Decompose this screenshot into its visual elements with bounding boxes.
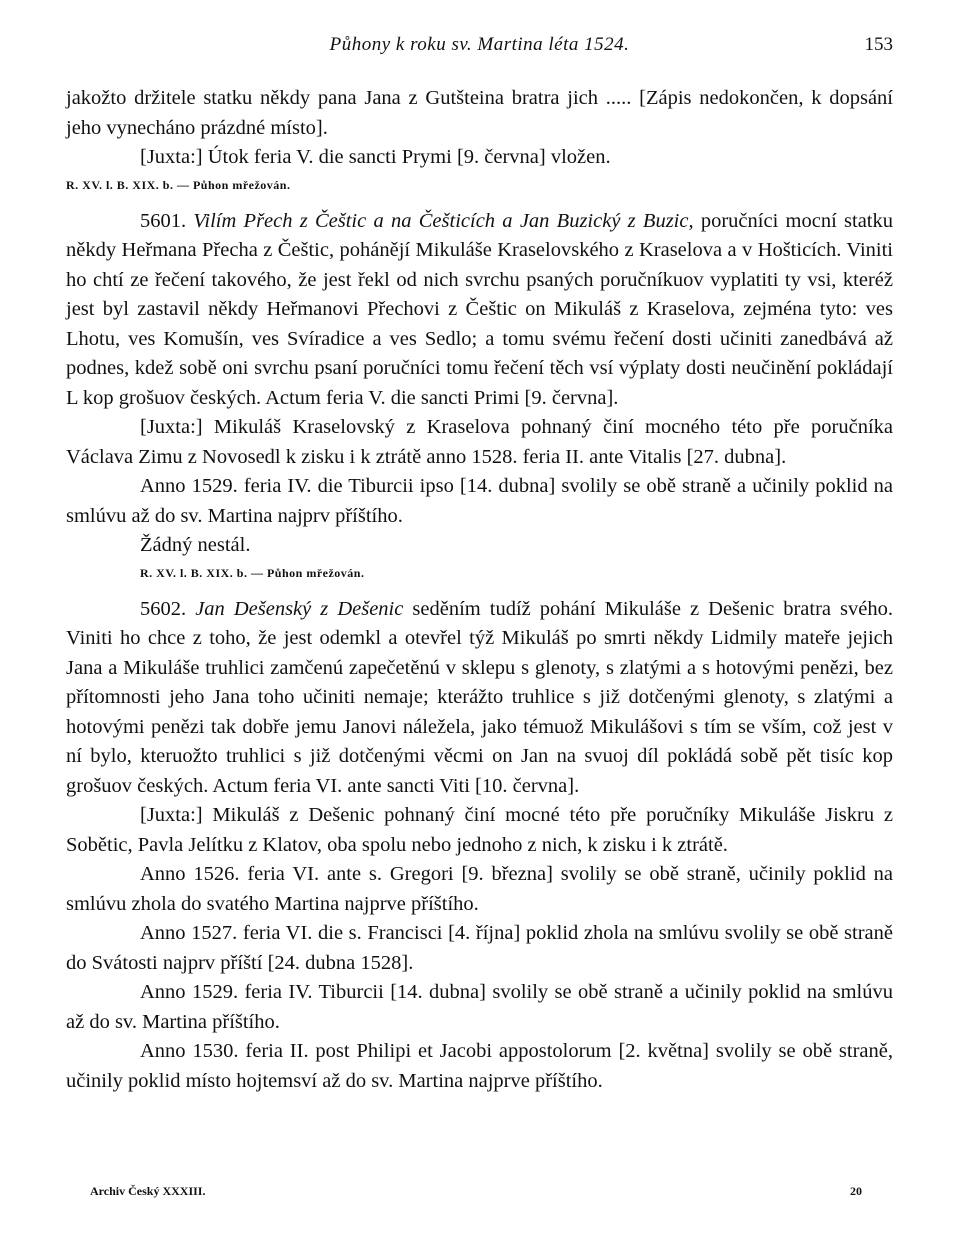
printer-signature: Archiv Český XXXIII. — [90, 1184, 206, 1198]
running-header — [66, 34, 893, 62]
paragraph-annotation: Anno 1527. feria VI. die s. Francisci [4. října] poklid zhola na smlúvu svolily se obě straně do Svátosti najprv příští [24. dubna 1528]. — [66, 922, 893, 974]
running-title: Půhony k roku sv. Martina léta 1524. — [329, 34, 630, 55]
document-body — [66, 84, 893, 1096]
paragraph-annotation: Anno 1530. feria II. post Philipi et Jacobi appostolorum [2. května] svolily se obě straně, učinily poklid místo hojtemsví až do sv. Martina najprve příštího. — [66, 1040, 893, 1092]
paragraph-annotation: Anno 1526. feria VI. ante s. Gregori [9. března] svolily se obě straně, učinily poklid na smlúvu zhola do svatého Martina najprve příštího. — [66, 863, 893, 915]
sheet-number: 20 — [850, 1184, 862, 1198]
paragraph-annotation: Anno 1529. feria IV. Tiburcii [14. dubna] svolily se obě straně a učinily poklid na smlúvu až do sv. Martina příštího. — [66, 981, 893, 1033]
entry-5602 — [66, 595, 893, 802]
paragraph-juxta-note: [Juxta:] Mikuláš z Dešenic pohnaný činí mocné této pře poručníky Mikuláše Jiskru z Sobětic, Pavla Jelítku z Klatov, oba spolu nebo jednoho z nich, k zisku i k ztrátě. — [66, 804, 893, 856]
paragraph-juxta-note: [Juxta:] Útok feria V. die sancti Prymi [9. června] vložen. — [140, 146, 611, 168]
entry-parties: Vilím Přech z Češtic a na Češticích a Jan Buzický z Buzic, — [193, 209, 694, 232]
entry-text: poručníci mocní statku někdy Heřmana Přecha z Češtic, pohánějí Mikuláše Kraselovského z Kraselova a v Hošticích. Viniti ho chtí ze řečení takového, že jest řekl od nich svrchu psaných poručníkuov vyplatiti ty vsi, kteréž jest byl zastavil někdy Heřmanovi Přechovi z Češtic on Mikuláš z Kraselova, zejména tyto: ves Lhotu, ves Komušín, ves Svíradice a ves Sedlo; a tomu svému řečení dosti učiniti zanedbává až podnes, kdež sobě oni svrchu psaní poručníci tomu řečení těch vsí výplaty dosti neučinění pokládají L kop grošuov českých. Actum feria V. die sancti Primi [9. června]. — [66, 209, 894, 409]
paragraph-annotation: Žádný nestál. — [140, 534, 251, 556]
paragraph-juxta-note: [Juxta:] Mikuláš Kraselovský z Kraselova pohnaný činí mocného této pře poručníka Václava Zimu z Novosedl k zisku i k ztrátě anno 1528. feria II. ante Vitalis [27. dubna]. — [66, 416, 893, 468]
entry-number: 5602. — [140, 597, 187, 620]
source-reference: R. XV. l. B. XIX. b. — Půhon mřežován. — [140, 565, 365, 580]
entry-text: seděním tudíž pohání Mikuláše z Dešenic bratra svého. Viniti ho chce z toho, že jest odemkl a otevřel týž Mikuláš po smrti někdy Lidmily mateře jejich Jana a Mikuláše truhlici zamčenú zapečetěnú v sklepu s glenoty, s zlatými a s hotovými penězi, bez přítomnosti jeho Jana toho učiniti nemaje; kterážto truhlice s již dotčenými glenoty, s zlatými a hotovými penězi tak dobře jemu Janovi náležela, jako témuož Mikulášovi s tím se vším, což jest v ní bylo, kteruožto truhlici s již dotčenými věcmi on Jan na svuoj díl pokládá sobě pět tisíc kop grošuov českých. Actum feria VI. ante sancti Viti [10. června]. — [66, 597, 894, 797]
paragraph-continuation: jakožto držitele statku někdy pana Jana z Gutšteina bratra jich ..... [Zápis nedokončen, k dopsání jeho vynecháno prázdné místo]. — [66, 87, 893, 139]
page-number: 153 — [864, 34, 893, 55]
source-reference: R. XV. l. B. XIX. b. — Půhon mřežován. — [66, 177, 291, 192]
entry-parties: Jan Dešenský z Dešenic — [195, 597, 404, 620]
entry-5601 — [66, 207, 893, 414]
page-footer — [90, 1184, 870, 1206]
entry-number: 5601. — [140, 209, 187, 232]
paragraph-annotation: Anno 1529. feria IV. die Tiburcii ipso [14. dubna] svolily se obě straně a učinily poklid na smlúvu až do sv. Martina najprv příštího. — [66, 475, 893, 527]
